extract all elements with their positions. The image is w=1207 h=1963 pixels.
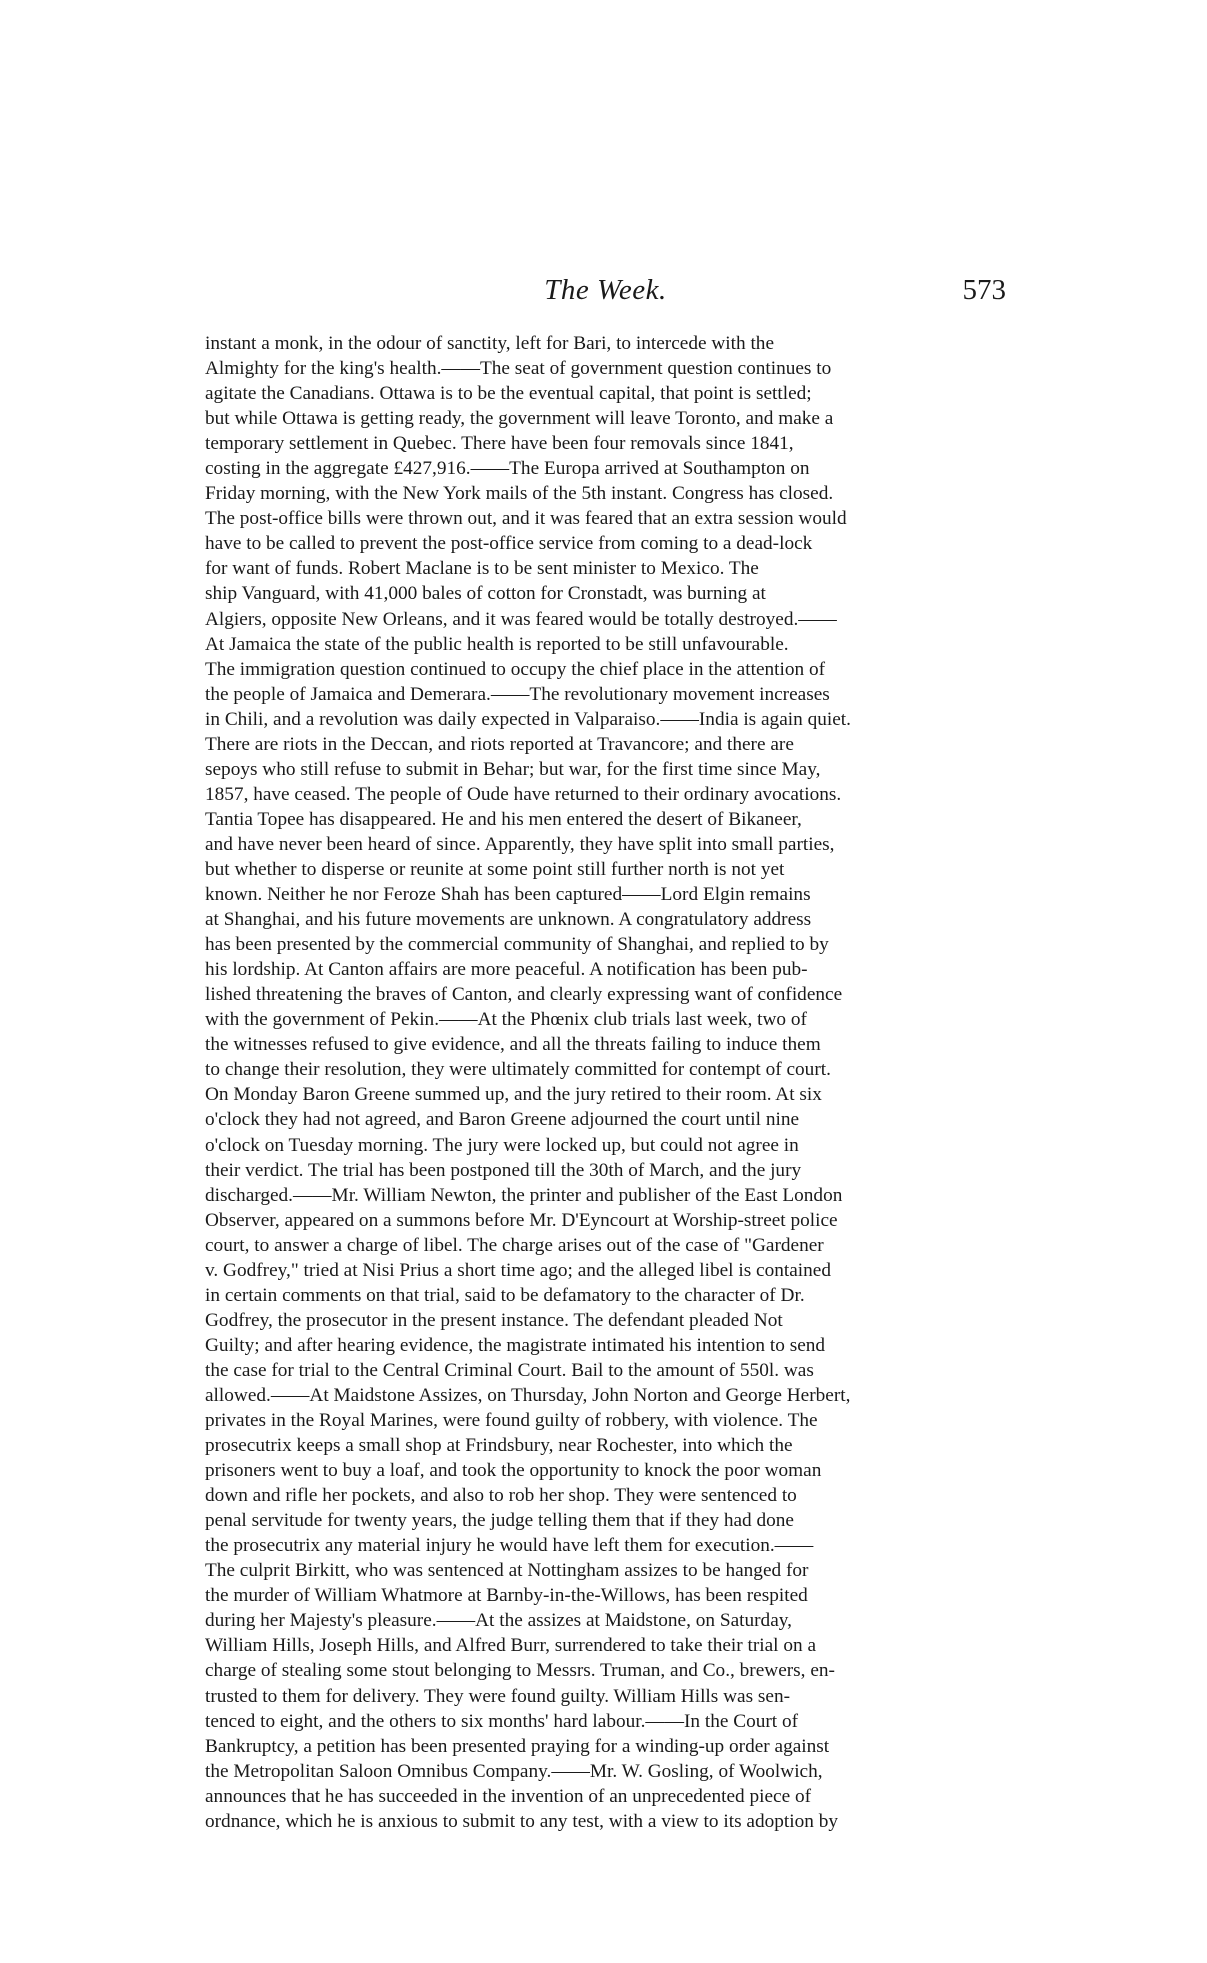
text-line: Godfrey, the prosecutor in the present instance. The defendant pleaded Not <box>205 1309 783 1331</box>
text-line: Bankruptcy, a petition has been presented praying for a winding-up order against <box>205 1735 830 1757</box>
text-line: The immigration question continued to occupy the chief place in the attention of <box>205 658 826 680</box>
text-line: known. Neither he nor Feroze Shah has been captured——Lord Elgin remains <box>205 884 811 906</box>
page-header <box>205 274 1006 314</box>
text-line: their verdict. The trial has been postponed till the 30th of March, and the jury <box>205 1159 802 1181</box>
text-line: with the government of Pekin.——At the Phœnix club trials last week, two of <box>205 1009 807 1031</box>
running-title: The Week. <box>544 274 667 306</box>
text-line: discharged.——Mr. William Newton, the printer and publisher of the East London <box>205 1184 843 1206</box>
text-line: the Metropolitan Saloon Omnibus Company.——Mr. W. Gosling, of Woolwich, <box>205 1760 823 1782</box>
text-line: Almighty for the king's health.——The seat of government question continues to <box>205 358 832 380</box>
text-line: v. Godfrey," tried at Nisi Prius a short time ago; and the alleged libel is contained <box>205 1259 831 1281</box>
text-line: temporary settlement in Quebec. There have been four removals since 1841, <box>205 433 794 455</box>
text-line: trusted to them for delivery. They were found guilty. William Hills was sen- <box>205 1685 791 1707</box>
text-line: the prosecutrix any material injury he would have left them for execution.—— <box>205 1535 814 1557</box>
text-line: for want of funds. Robert Maclane is to be sent minister to Mexico. The <box>205 558 759 580</box>
article-body <box>205 331 1006 1834</box>
text-line: At Jamaica the state of the public health is reported to be still unfavourable. <box>205 633 789 655</box>
text-line: at Shanghai, and his future movements are unknown. A congratulatory address <box>205 909 812 931</box>
text-line: sepoys who still refuse to submit in Behar; but war, for the first time since May, <box>205 758 821 780</box>
text-line: but while Ottawa is getting ready, the government will leave Toronto, and make a <box>205 408 834 430</box>
text-line: 1857, have ceased. The people of Oude have returned to their ordinary avocations. <box>205 783 842 805</box>
text-line: has been presented by the commercial community of Shanghai, and replied to by <box>205 934 829 956</box>
text-line: court, to answer a charge of libel. The charge arises out of the case of "Gardener <box>205 1234 824 1256</box>
text-line: prisoners went to buy a loaf, and took the opportunity to knock the poor woman <box>205 1460 822 1482</box>
text-line: There are riots in the Deccan, and riots reported at Travancore; and there are <box>205 733 794 755</box>
text-line: Algiers, opposite New Orleans, and it was feared would be totally destroyed.—— <box>205 608 837 630</box>
text-line: The culprit Birkitt, who was sentenced at Nottingham assizes to be hanged for <box>205 1560 809 1582</box>
text-line: instant a monk, in the odour of sanctity, left for Bari, to intercede with the <box>205 333 775 354</box>
text-line: his lordship. At Canton affairs are more peaceful. A notification has been pub- <box>205 959 808 981</box>
text-line: ordnance, which he is anxious to submit to any test, with a view to its adoption by <box>205 1810 838 1832</box>
text-line: but whether to disperse or reunite at some point still further north is not yet <box>205 858 785 880</box>
text-line: ship Vanguard, with 41,000 bales of cotton for Cronstadt, was burning at <box>205 583 766 605</box>
text-line: Guilty; and after hearing evidence, the magistrate intimated his intention to send <box>205 1334 826 1356</box>
text-line: charge of stealing some stout belonging to Messrs. Truman, and Co., brewers, en- <box>205 1660 835 1682</box>
text-line: during her Majesty's pleasure.——At the assizes at Maidstone, on Saturday, <box>205 1610 792 1632</box>
text-line: The post-office bills were thrown out, and it was feared that an extra session would <box>205 508 847 530</box>
text-line: in Chili, and a revolution was daily expected in Valparaiso.——India is again quiet. <box>205 708 851 730</box>
text-line: prosecutrix keeps a small shop at Frindsbury, near Rochester, into which the <box>205 1435 793 1457</box>
text-line: to change their resolution, they were ultimately committed for contempt of court. <box>205 1059 831 1081</box>
text-line: privates in the Royal Marines, were found guilty of robbery, with violence. The <box>205 1410 818 1432</box>
text-line: have to be called to prevent the post-office service from coming to a dead-lock <box>205 533 813 555</box>
text-line: costing in the aggregate £427,916.——The Europa arrived at Southampton on <box>205 458 810 480</box>
text-line: the murder of William Whatmore at Barnby-in-the-Willows, has been respited <box>205 1585 808 1607</box>
text-line: lished threatening the braves of Canton, and clearly expressing want of confidence <box>205 984 843 1006</box>
text-line: On Monday Baron Greene summed up, and the jury retired to their room. At six <box>205 1084 822 1106</box>
text-line: agitate the Canadians. Ottawa is to be the eventual capital, that point is settled; <box>205 383 812 405</box>
text-line: o'clock they had not agreed, and Baron Greene adjourned the court until nine <box>205 1109 800 1131</box>
text-line: down and rifle her pockets, and also to rob her shop. They were sentenced to <box>205 1485 797 1507</box>
text-line: and have never been heard of since. Apparently, they have split into small parties, <box>205 833 835 855</box>
text-line: the case for trial to the Central Criminal Court. Bail to the amount of 550l. was <box>205 1359 814 1381</box>
text-line: William Hills, Joseph Hills, and Alfred Burr, surrendered to take their trial on a <box>205 1635 817 1657</box>
text-line: o'clock on Tuesday morning. The jury were locked up, but could not agree in <box>205 1134 799 1156</box>
text-line: Friday morning, with the New York mails of the 5th instant. Congress has closed. <box>205 483 834 505</box>
text-line: the people of Jamaica and Demerara.——The revolutionary movement increases <box>205 683 830 705</box>
page-number: 573 <box>962 274 1006 306</box>
text-line: tenced to eight, and the others to six months' hard labour.——In the Court of <box>205 1710 799 1732</box>
text-line: in certain comments on that trial, said to be defamatory to the character of Dr. <box>205 1284 805 1306</box>
text-line: the witnesses refused to give evidence, and all the threats failing to induce them <box>205 1034 821 1056</box>
text-line: Observer, appeared on a summons before Mr. D'Eyncourt at Worship-street police <box>205 1209 838 1231</box>
text-line: penal servitude for twenty years, the judge telling them that if they had done <box>205 1510 794 1532</box>
text-line: Tantia Topee has disappeared. He and his men entered the desert of Bikaneer, <box>205 808 802 830</box>
text-line: allowed.——At Maidstone Assizes, on Thursday, John Norton and George Herbert, <box>205 1384 851 1406</box>
text-line: announces that he has succeeded in the invention of an unprecedented piece of <box>205 1785 812 1807</box>
